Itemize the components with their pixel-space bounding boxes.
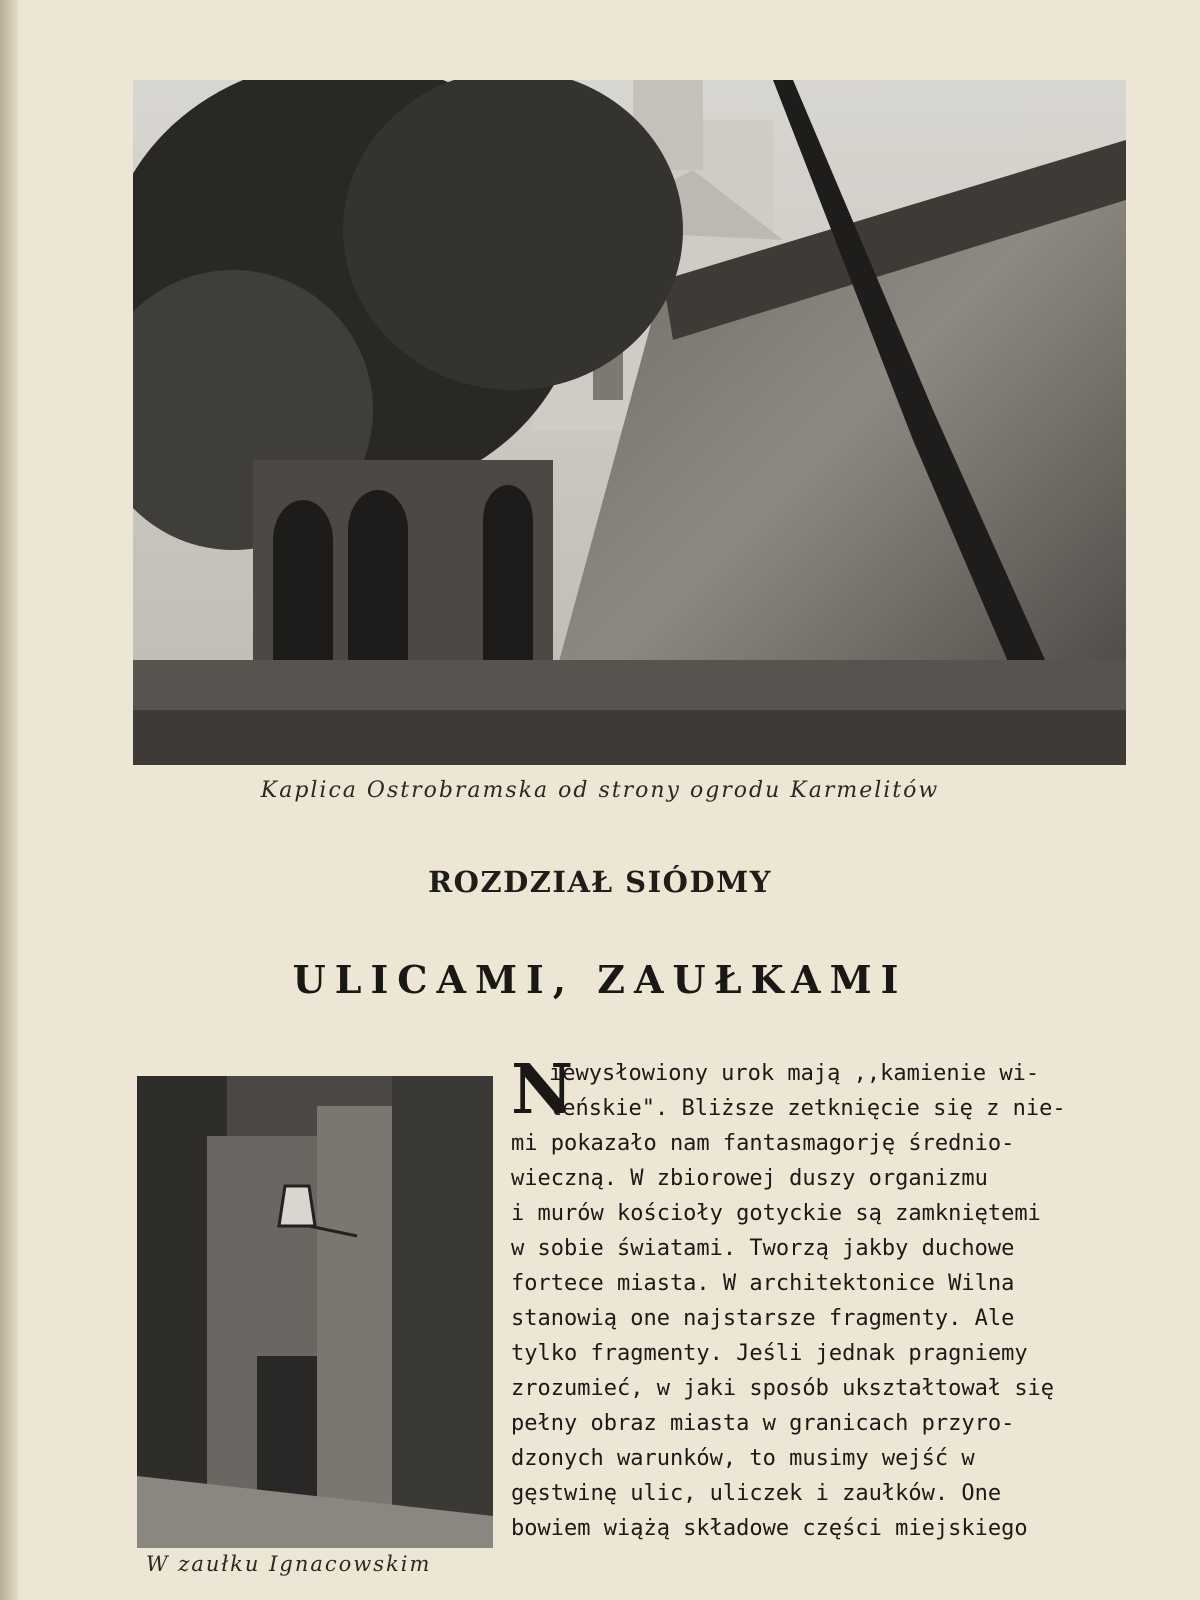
body-line: tylko fragmenty. Jeśli jednak pragniemy	[511, 1341, 1028, 1366]
chapter-title: ULICAMI, ZAUŁKAMI	[292, 957, 908, 1002]
body-line: mi pokazało nam fantasmagorję średnio-	[511, 1131, 1015, 1156]
body-line: gęstwinę ulic, uliczek i zaułków. One	[511, 1481, 1002, 1506]
body-line: pełny obraz miasta w granicach przyro-	[511, 1411, 1015, 1436]
top-photo-caption: Kaplica Ostrobramska od strony ogrodu Karmelitów	[260, 778, 940, 803]
body-line: i murów kościoły gotyckie są zamkniętemi	[511, 1201, 1041, 1226]
chapel-photo	[133, 80, 1126, 765]
body-line: dzonych warunków, to musimy wejść w	[511, 1446, 975, 1471]
body-line: stanowią one najstarsze fragmenty. Ale	[511, 1306, 1015, 1331]
body-line: w sobie światami. Tworzą jakby duchowe	[511, 1236, 1015, 1261]
body-text	[511, 1050, 1117, 1546]
body-line: fortece miasta. W architektonice Wilna	[511, 1271, 1015, 1296]
chapter-label: ROZDZIAŁ SIÓDMY	[428, 865, 772, 899]
body-line: iewysłowiony urok mają ,,kamienie wi-	[549, 1061, 1040, 1086]
body-line: wieczną. W zbiorowej duszy organizmu	[511, 1166, 988, 1191]
body-line: zrozumieć, w jaki sposób ukształtował się	[511, 1376, 1055, 1401]
body-line: leńskie". Bliższe zetknięcie się z nie-	[549, 1096, 1066, 1121]
bottom-photo-caption: W zaułku Ignacowskim	[146, 1552, 432, 1576]
body-line: bowiem wiążą składowe części miejskiego	[511, 1516, 1028, 1541]
drop-cap: N	[511, 1050, 574, 1130]
alley-photo	[137, 1076, 493, 1548]
